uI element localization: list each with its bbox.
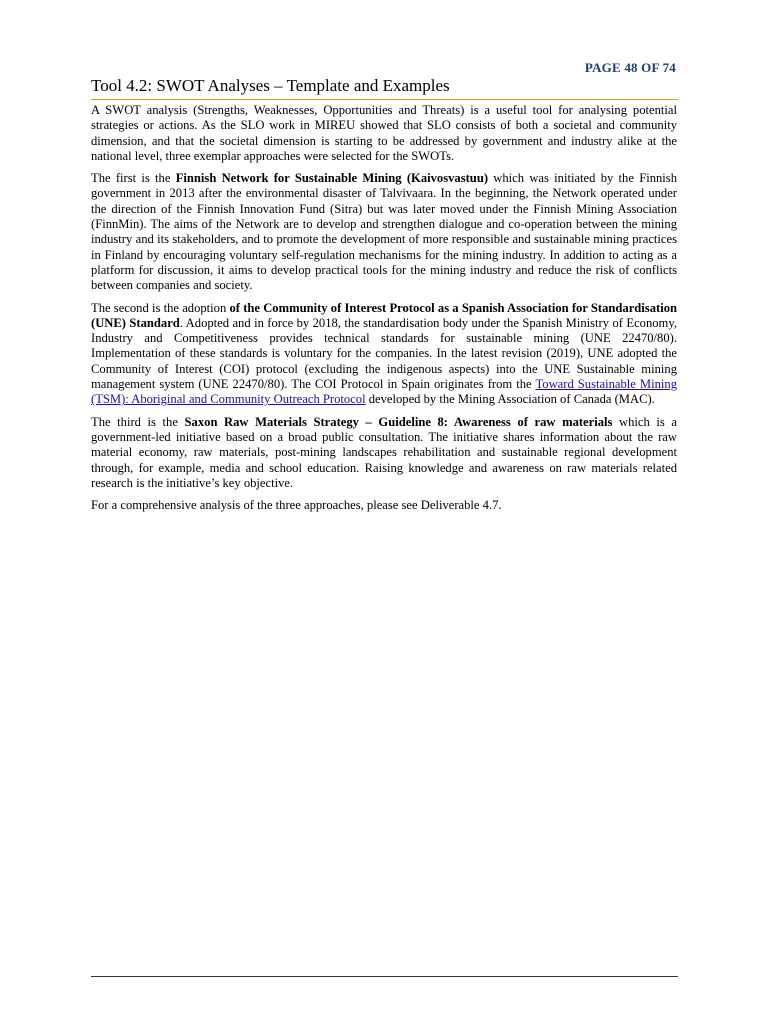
paragraph-text: . Adopted and in force by 2018, the standardisation body under the Spanish Ministry of Economy, Industry and Competitiveness provides technical standards for sustainable mining (UNE 22470/80). Implementation of these standards is voluntary for the companies. In the latest revision (2019), UNE adopted the Community of Interest (COI) protocol (excluding the indigenous aspects) into the UNE Sustainable mining management system (UNE 22470/80). The COI Protocol in Spain originates from the bbox=[91, 315, 677, 392]
paragraph-finnish-network bbox=[91, 171, 677, 293]
paragraph-une-standard bbox=[91, 301, 677, 408]
footer-divider bbox=[91, 976, 678, 977]
paragraph-saxon-strategy bbox=[91, 415, 677, 491]
document-body bbox=[91, 103, 677, 520]
paragraph-closing: For a comprehensive analysis of the three approaches, please see Deliverable 4.7. bbox=[91, 498, 502, 513]
bold-term: Finnish Network for Sustainable Mining (Kaivosvastuu) bbox=[175, 171, 489, 186]
tsm-protocol-link[interactable]: Toward Sustainable Mining (TSM): Aboriginal and Community Outreach Protocol bbox=[91, 377, 677, 407]
paragraph-intro: A SWOT analysis (Strengths, Weaknesses, Opportunities and Threats) is a useful tool for analysing potential strategies or actions. As the SLO work in MIREU showed that SLO consists of both a societal and community dimension, and that the societal dimension is starting to be addressed by government and industry alike at the national level, three exemplar approaches were selected for the SWOTs. bbox=[91, 103, 677, 163]
paragraph-text: developed by the Mining Association of Canada (MAC). bbox=[365, 392, 655, 407]
bold-term: Saxon Raw Materials Strategy – Guideline 8: Awareness of raw materials bbox=[184, 414, 613, 429]
paragraph-text: The second is the adoption bbox=[91, 300, 230, 315]
paragraph-text: The first is the bbox=[91, 171, 176, 186]
page-title: Tool 4.2: SWOT Analyses – Template and Examples bbox=[91, 76, 678, 100]
bold-term: of the Community of Interest Protocol as a Spanish Association for Standardisation (UNE) Standard bbox=[91, 300, 677, 330]
page-number: PAGE 48 OF 74 bbox=[584, 60, 676, 75]
paragraph-text: The third is the bbox=[91, 414, 185, 429]
paragraph-text: which was initiated by the Finnish government in 2013 after the environmental disaster of Talvivaara. In the beginning, the Network operated under the direction of the Finnish Innovation Fund (Sitra) but was later moved under the Finnish Mining Association (FinnMin). The aims of the Network are to develop and strengthen dialogue and co-operation between the mining industry and its stakeholders, and to promote the development of more responsible and sustainable mining practices in Finland by encouraging voluntary self-regulation mechanisms for the mining industry. In addition to acting as a platform for discussion, it aims to develop practical tools for the mining industry and reduce the risk of conflicts between companies and society. bbox=[91, 171, 678, 293]
paragraph-text: which is a government-led initiative based on a broad public consultation. The initiative shares information about the raw material economy, raw materials, post-mining landscapes rehabilitation and sustainable regional development through, for example, media and school education. Raising knowledge and awareness on raw materials related research is the initiative’s key objective. bbox=[91, 414, 677, 490]
